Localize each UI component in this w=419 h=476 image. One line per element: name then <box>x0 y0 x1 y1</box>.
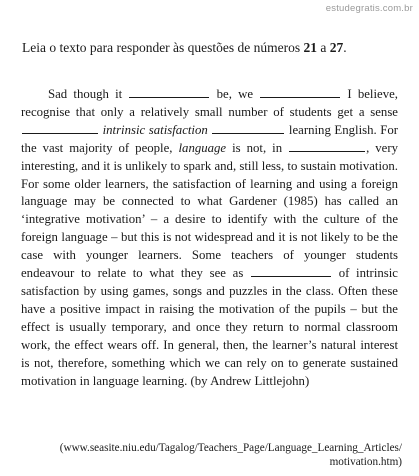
blank-5 <box>289 141 365 152</box>
site-watermark: estudegratis.com.br <box>325 3 413 14</box>
passage-segment: I believe, recognise that only a relatively small number of students get a sense <box>21 87 398 119</box>
blank-4 <box>212 123 284 134</box>
passage-segment: learning English. For the vast majority of people, <box>21 122 399 155</box>
source-citation <box>32 442 402 470</box>
passage-segment: be, we <box>216 87 253 101</box>
question-start: 21 <box>303 40 318 55</box>
passage-segment: Sad though it <box>48 87 123 101</box>
instructions-text: Leia o texto para responder às questões de números <box>22 40 301 55</box>
source-line-1: (www.seasite.niu.edu/Tagalog/Teachers_Page/Language_Learning_Articles/ <box>59 442 402 454</box>
passage-italic-phrase: intrinsic satisfaction <box>102 122 208 137</box>
passage-segment: of intrinsic satisfaction by using games, songs and puzzles in the class. Often these have a positive impact in raising the motivation of the pupils – but the effect is usually temporary, and once they return to normal classroom work, the effect wears off. In general, then, the learner’s natural interest is not, therefore, something which we can rely on to generate sustained motivation in language learning. (by Andrew Littlejohn) <box>21 266 398 388</box>
passage-segment: is not, in <box>232 140 283 155</box>
source-line-2: motivation.htm) <box>329 455 402 468</box>
passage-italic-word: language <box>178 140 227 155</box>
instructions-suffix: . <box>343 40 347 55</box>
blank-2 <box>260 87 340 98</box>
blank-1 <box>129 87 209 98</box>
passage-segment: , very interesting, and it is unlikely to spark and, still less, to sustain motivation. For some older learners, the satisfaction of learning and using a foreign language may be connected to what Gardener (1985) has called an ‘integrative motivation’ – a desire to identify with the culture of the foreign language – but this is not widespread and it is not likely to be the case with younger learners. Some teachers of younger students endeavour to relate to what they see as <box>21 140 399 281</box>
question-end: 27 <box>329 40 344 55</box>
instructions <box>22 40 347 56</box>
blank-3 <box>22 123 98 134</box>
blank-6 <box>251 266 331 277</box>
reading-passage <box>21 86 398 390</box>
instructions-joiner: a <box>320 40 327 55</box>
